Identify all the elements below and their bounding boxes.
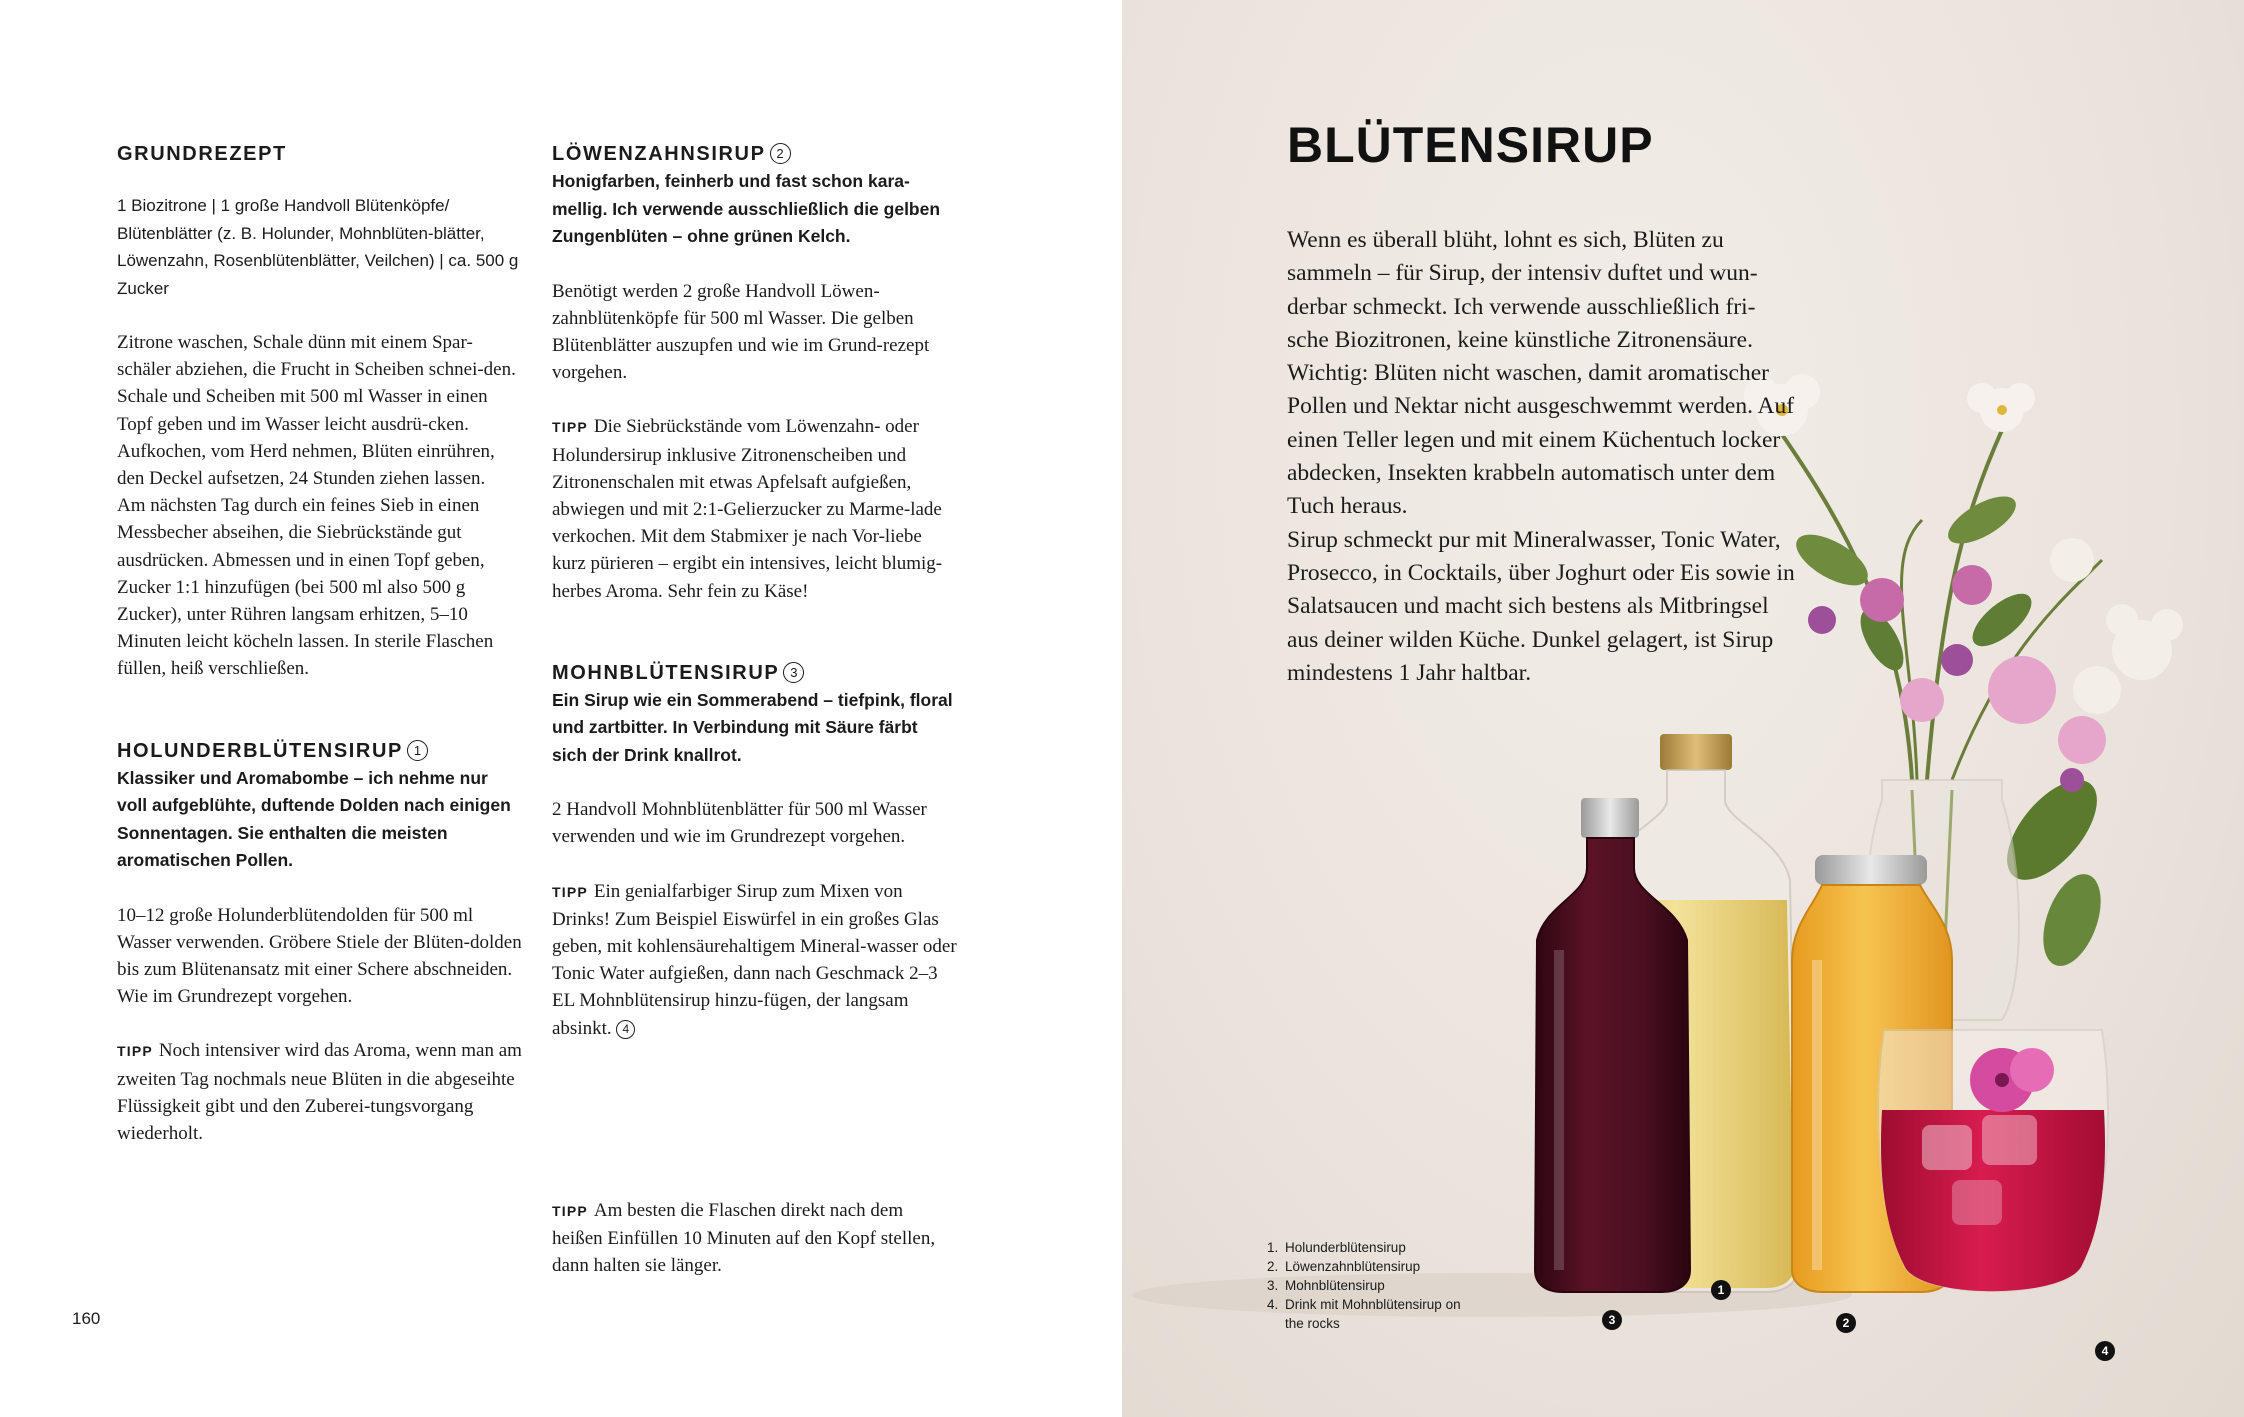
legend-number: 2. [1267,1259,1279,1274]
photo-legend [1267,1238,1465,1333]
column-right [552,140,957,1042]
grundrezept-step2: Am nächsten Tag durch ein feines Sieb in einen Messbecher abseihen, die Siebrückstände gut ausdrücken. Abmessen und in einen Topf geben, Zucker 1:1 hinzufügen (bei 500 ml also 500 g Zucker), unter Rühren langsam erhitzen, 5–10 Minuten leicht köcheln lassen. In sterile Flaschen füllen, heiß verschließen. [117,495,494,680]
lead-loewenzahn: Honigfarben, feinherb und fast schon kara-mellig. Ich verwende ausschließlich die gelben Zungenblüten – ohne grünen Kelch. [552,171,941,246]
legend-text: Drink mit Mohnblütensirup on the rocks [1285,1297,1461,1331]
intro-paragraph-2: Sirup schmeckt pur mit Mineralwasser, Tonic Water, Prosecco, in Cocktails, über Joghurt oder Eis sowie in Salatsaucen und macht sich bestens als Mitbringsel aus deiner wilden Küche. Dunkel gelagert, ist Sirup mindestens 1 Jahr haltbar. [1287,526,1795,686]
recipe-number-3: 3 [783,662,804,683]
legend-item [1267,1295,1465,1333]
tipp-loewenzahn-text: Die Siebrückstände vom Löwenzahn- oder Holundersirup inklusive Zitronenscheiben und Zitronenschalen mit etwas Apfelsaft aufgießen, abwiegen und mit 2:1-Gelierzucker zu Marme-lade verkochen. Mit dem Stabmixer je nach Vor-liebe kurz pürieren – ergibt ein intensives, leicht blumig-herbes Aroma. Sehr fein zu Käse! [552,416,943,602]
legend-number: 4. [1267,1297,1279,1312]
body-mohn: 2 Handvoll Mohnblütenblätter für 500 ml Wasser verwenden und wie im Grundrezept vorgehen. [552,799,927,848]
photo-marker-2: 2 [1836,1313,1856,1333]
recipe-number-1: 1 [407,740,428,761]
legend-text: Holunderblütensirup [1285,1240,1406,1255]
legend-text: Löwenzahnblütensirup [1285,1259,1421,1274]
legend-item [1267,1276,1465,1295]
photo-marker-4: 4 [2095,1341,2115,1361]
tipp-label: TIPP [552,419,588,436]
legend-number: 3. [1267,1278,1279,1293]
ingredients-grundrezept: 1 Biozitrone | 1 große Handvoll Blütenköpfe/ Blütenblätter (z. B. Holunder, Mohnblüten-blätter, Löwenzahn, Rosenblütenblätter, Veilchen) | ca. 500 g Zucker [117,196,519,298]
heading-loewenzahn-text: LÖWENZAHNSIRUP [552,143,766,165]
photo-marker-1: 1 [1711,1280,1731,1300]
legend-item [1267,1257,1465,1276]
page-title: BLÜTENSIRUP [1287,117,1654,173]
heading-mohn [552,659,957,687]
body-holunder: 10–12 große Holunderblütendolden für 500 ml Wasser verwenden. Gröbere Stiele der Blüten-dolden bis zum Blütenansatz mit einer Schere abschneiden. Wie im Grundrezept vorgehen. [117,904,522,1008]
grundrezept-step1: Zitrone waschen, Schale dünn mit einem Spar-schäler abziehen, die Frucht in Scheiben schnei-den. Schale und Scheiben mit 500 ml Wasser in einen Topf geben und im Wasser leicht ausdrü-cken. Aufkochen, vom Herd nehmen, Blüten einrühren, den Deckel aufsetzen, 24 Stunden ziehen lassen. [117,332,516,490]
tipp-holunder-text: Noch intensiver wird das Aroma, wenn man am zweiten Tag nochmals neue Blüten in die abgeseihte Flüssigkeit gibt und den Zuberei-tungsvorgang wiederholt. [117,1040,522,1145]
page-number: 160 [72,1309,101,1328]
photo-marker-3: 3 [1602,1310,1622,1330]
body-loewenzahn: Benötigt werden 2 große Handvoll Löwen-zahnblütenköpfe für 500 ml Wasser. Die gelben Blütenblätter auszupfen und wie im Grund-rezept vorgehen. [552,280,930,384]
heading-loewenzahn [552,140,957,168]
column-left [117,140,522,1147]
tipp-label: TIPP [117,1043,153,1060]
tipp-mohn-text: Ein genialfarbiger Sirup zum Mixen von Drinks! Zum Beispiel Eiswürfel in ein großes Glas geben, mit kohlensäurehaltigem Mineral-wasser oder Tonic Water aufgießen, dann nach Geschmack 2–3 EL Mohnblütensirup hinzu-fügen, der langsam absinkt. [552,880,957,1039]
lead-mohn: Ein Sirup wie ein Sommerabend – tiefpink, floral und zartbitter. In Verbindung mit Säure färbt sich der Drink knallrot. [552,689,953,765]
syrup-bottles-photo [1122,0,2244,1417]
poppy-drink-glass [1878,1030,2108,1291]
heading-holunder [117,737,522,765]
recipe-number-4: 4 [616,1020,635,1039]
heading-mohn-text: MOHNBLÜTENSIRUP [552,661,780,684]
tipp-loewenzahn [552,413,957,604]
intro-text [1287,224,1797,690]
legend-item [1267,1238,1465,1257]
heading-holunder-text: HOLUNDERBLÜTENSIRUP [117,739,403,762]
tipp-label: TIPP [552,883,588,900]
legend-number: 1. [1267,1240,1279,1255]
recipe-number-2: 2 [770,143,791,164]
tipp-mohn [552,878,957,1042]
tipp-bottom-text: Am besten die Flaschen direkt nach dem heißen Einfüllen 10 Minuten auf den Kopf stellen, dann halten sie länger. [552,1200,936,1277]
tipp-holunder [117,1037,522,1147]
tipp-label: TIPP [552,1203,588,1219]
heading-grundrezept: GRUNDREZEPT [117,143,287,165]
tipp-bottom [552,1197,957,1280]
legend-text: Mohnblütensirup [1285,1278,1385,1293]
lead-holunder: Klassiker und Aromabombe – ich nehme nur voll aufgeblühte, duftende Dolden nach einigen Sonnentagen. Sie enthalten die meisten aromatischen Pollen. [117,767,511,871]
intro-paragraph-1: Wenn es überall blüht, lohnt es sich, Blüten zu sammeln – für Sirup, der intensiv duftet und wun-derbar schmeckt. Ich verwende ausschließlich fri-sche Biozitronen, keine künstliche Zitronensäure. Wichtig: Blüten nicht waschen, damit aromatischer Pollen und Nektar nicht ausgeschwemmt werden. Auf einen Teller legen und mit einem Küchentuch locker abdecken, Insekten krabbeln automatisch unter dem Tuch heraus. [1287,227,1795,520]
